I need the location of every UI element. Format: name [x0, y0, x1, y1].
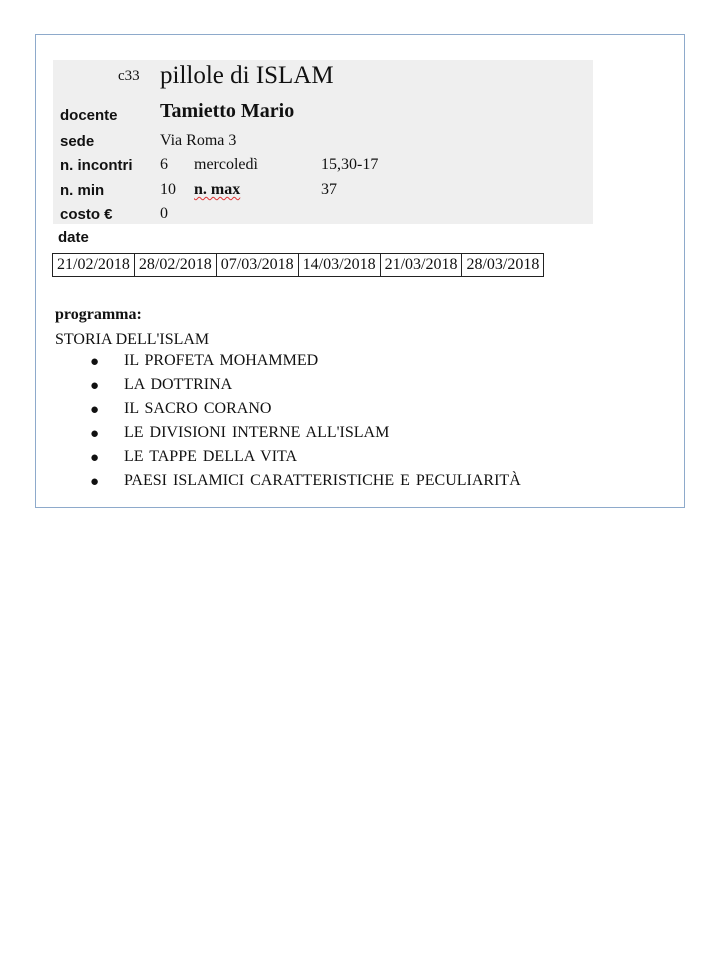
- teacher-label: docente: [60, 107, 118, 124]
- date-cell: 28/02/2018: [134, 254, 216, 277]
- list-item-text: LE TAPPE DELLA VITA: [124, 448, 298, 465]
- course-code: c33: [118, 68, 140, 84]
- list-item-text: IL PROFETA MOHAMMED: [124, 352, 319, 369]
- bullet-icon: ●: [90, 426, 100, 442]
- teacher-name: Tamietto Mario: [160, 100, 295, 122]
- bullet-icon: ●: [90, 378, 100, 394]
- date-cell: 21/03/2018: [380, 254, 462, 277]
- date-cell: 14/03/2018: [298, 254, 380, 277]
- bullet-icon: ●: [90, 474, 100, 490]
- program-label: programma:: [55, 306, 142, 323]
- location-label: sede: [60, 133, 95, 150]
- dates-row: [53, 254, 544, 277]
- max-label: [194, 181, 240, 199]
- max-label-text: n. max: [194, 181, 241, 198]
- min-label: n. min: [60, 182, 105, 199]
- program-heading: STORIA DELL'ISLAM: [55, 331, 210, 348]
- list-item-text: IL SACRO CORANO: [124, 400, 272, 417]
- date-cell: 07/03/2018: [216, 254, 298, 277]
- bullet-icon: ●: [90, 450, 100, 466]
- bullet-icon: ●: [90, 402, 100, 418]
- list-item-text: PAESI ISLAMICI CARATTERISTICHE E PECULIARITÀ: [124, 472, 521, 489]
- date-cell: 28/03/2018: [462, 254, 544, 277]
- dates-table: [52, 253, 544, 277]
- cost-label: costo €: [60, 206, 113, 223]
- date-cell: 21/02/2018: [53, 254, 135, 277]
- list-item-text: LE DIVISIONI INTERNE ALL'ISLAM: [124, 424, 390, 441]
- min-value: 10: [160, 181, 176, 198]
- max-value: 37: [321, 181, 337, 198]
- meetings-value: 6: [160, 156, 168, 173]
- list-item-text: LA DOTTRINA: [124, 376, 233, 393]
- cost-value: 0: [160, 205, 168, 222]
- dates-label: date: [58, 229, 89, 246]
- time-value: 15,30-17: [321, 156, 379, 173]
- meetings-label: n. incontri: [60, 157, 133, 174]
- weekday-value: mercoledì: [194, 156, 258, 173]
- bullet-icon: ●: [90, 354, 100, 370]
- location-value: Via Roma 3: [160, 132, 237, 149]
- course-title: pillole di ISLAM: [160, 62, 334, 89]
